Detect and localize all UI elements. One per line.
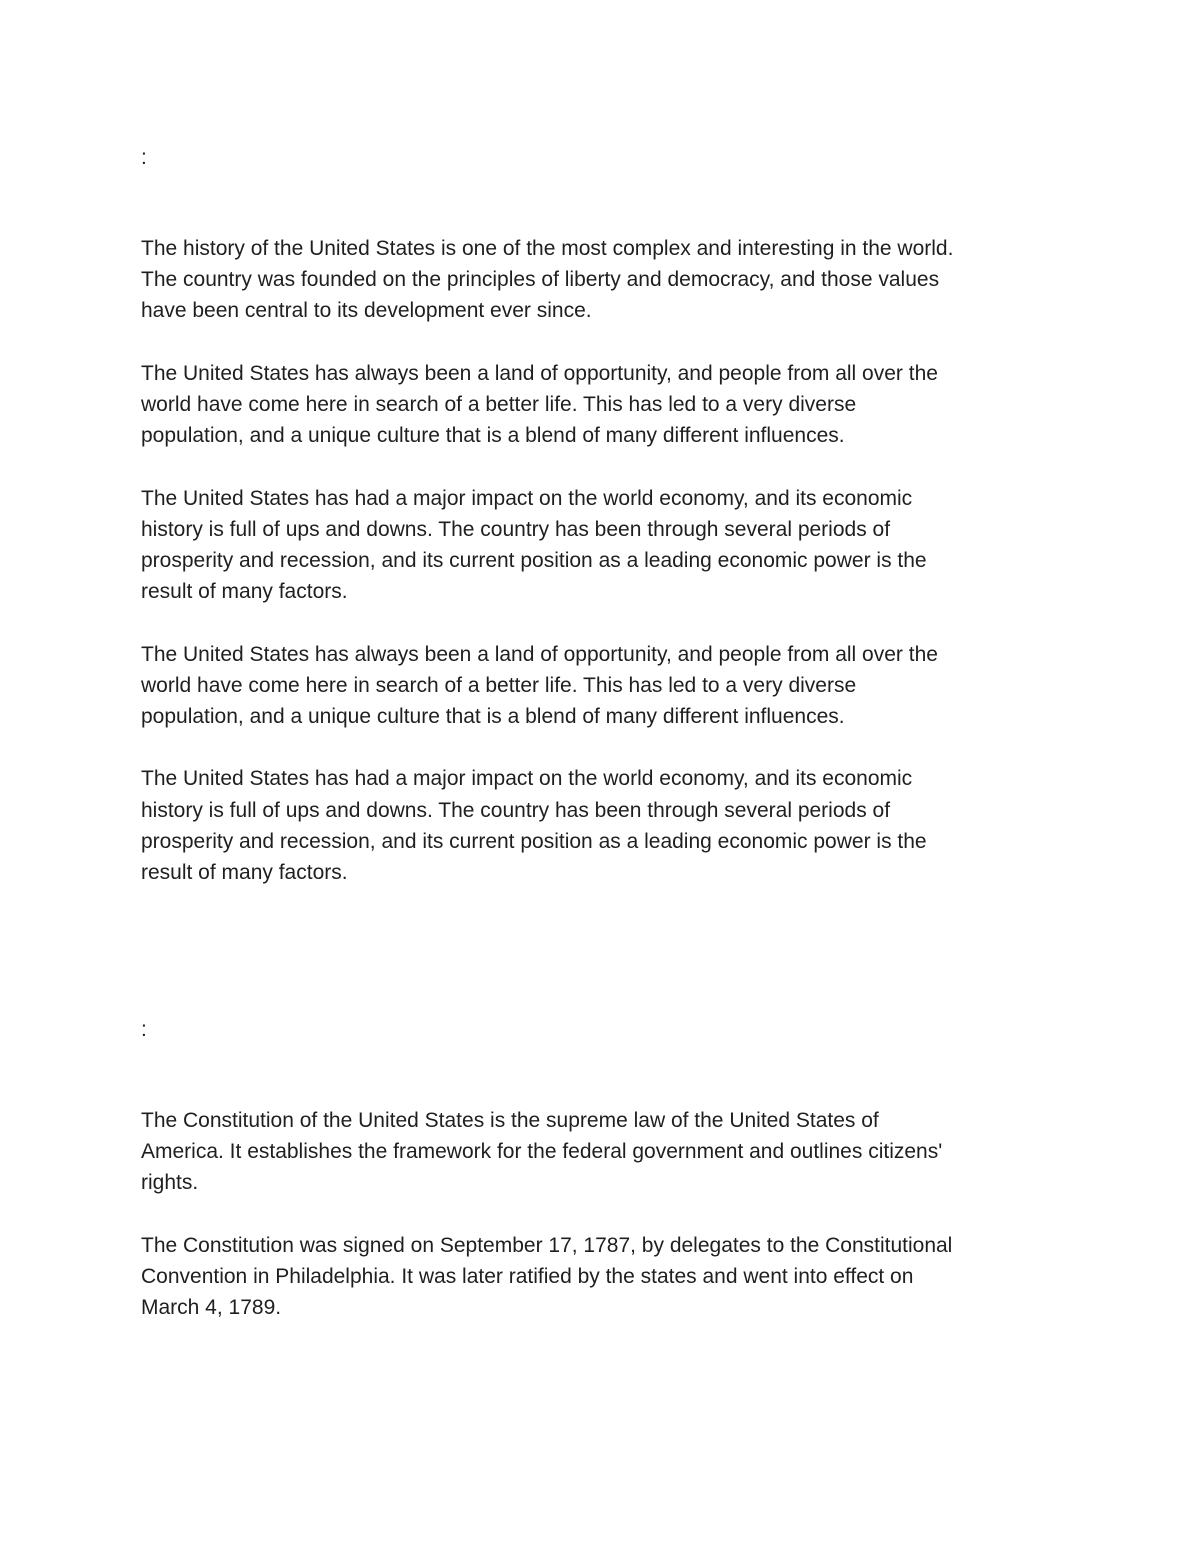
- text-line: population, and a unique culture that is a blend of many different influences.: [141, 424, 845, 448]
- text-line: March 4, 1789.: [141, 1296, 282, 1320]
- text-line: Convention in Philadelphia. It was later ratified by the states and went into effect on: [141, 1265, 914, 1288]
- section-2-heading: :: [141, 1018, 147, 1041]
- section-1-heading: :: [141, 146, 147, 169]
- text-line: The United States has always been a land of opportunity, and people from all over the: [141, 642, 938, 666]
- text-line: prosperity and recession, and its current position as a leading economic power is the: [141, 549, 927, 572]
- section-2-paragraph-2: [141, 1230, 1071, 1324]
- text-line: history is full of ups and downs. The country has been through several periods of: [141, 517, 891, 541]
- text-line: prosperity and recession, and its current position as a leading economic power is the: [141, 829, 927, 853]
- section-2-paragraph-1: [141, 1105, 1071, 1199]
- text-line: history is full of ups and downs. The country has been through several periods of: [141, 798, 891, 822]
- section-1-paragraph-1: [141, 233, 1071, 327]
- text-line: world have come here in search of a better life. This has led to a very diverse: [141, 393, 857, 416]
- text-line: The United States has always been a land of opportunity, and people from all over the: [141, 361, 938, 385]
- text-line: The Constitution of the United States is the supreme law of the United States of: [141, 1109, 879, 1132]
- section-1-paragraph-2: [141, 358, 1071, 452]
- text-line: The history of the United States is one of the most complex and interesting in the world.: [141, 237, 954, 260]
- text-line: world have come here in search of a better life. This has led to a very diverse: [141, 673, 857, 697]
- text-line: rights.: [141, 1171, 199, 1195]
- section-1-paragraph-5: [141, 763, 1071, 888]
- text-line: The Constitution was signed on September 17, 1787, by delegates to the Constitutional: [141, 1233, 953, 1257]
- text-line: result of many factors.: [141, 580, 348, 604]
- text-line: result of many factors.: [141, 861, 348, 884]
- text-line: The United States has had a major impact on the world economy, and its economic: [141, 486, 913, 510]
- text-line: The country was founded on the principles of liberty and democracy, and those values: [141, 268, 940, 292]
- section-1-body: [141, 233, 1071, 919]
- text-line: population, and a unique culture that is a blend of many different influences.: [141, 705, 845, 728]
- section-1-paragraph-3: [141, 483, 1071, 608]
- text-line: America. It establishes the framework for the federal government and outlines citizens': [141, 1140, 943, 1164]
- text-line: The United States has had a major impact on the world economy, and its economic: [141, 767, 913, 791]
- section-1-paragraph-4: [141, 639, 1071, 733]
- section-2-body: [141, 1105, 1071, 1355]
- text-line: have been central to its development ever since.: [141, 299, 592, 323]
